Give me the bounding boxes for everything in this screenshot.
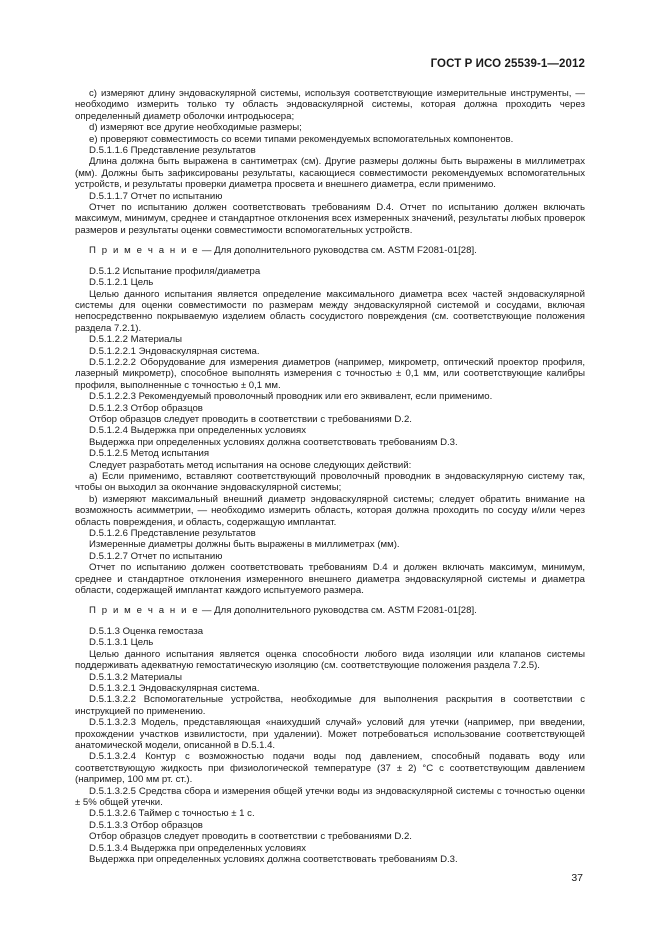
body-paragraph (75, 448, 585, 459)
page-body (75, 88, 585, 865)
body-paragraph (75, 425, 585, 436)
paragraph-text: Целью данного испытания является определение максимального диаметра всех частей эндоваскулярной системы для оценки совместимости по размерам между эндоваскулярной системой и сосудами, включая непосредственно покрываемую изделием область сосудистого повреждения (см. соответствующие положения раздела 7.2.1). (75, 288, 585, 334)
paragraph-text: D.5.1.2.2.1 Эндоваскулярная система. (89, 345, 260, 357)
body-paragraph (75, 145, 585, 156)
body-paragraph (75, 202, 585, 236)
body-paragraph (75, 820, 585, 831)
paragraph-text: D.5.1.2.2.3 Рекомендуемый проволочный проводник или его эквивалент, если применимо. (89, 391, 493, 403)
paragraph-text: D.5.1.3.4 Выдержка при определенных условиях (89, 842, 307, 854)
paragraph-text: b) измеряют максимальный внешний диаметр эндоваскулярной системы; следует обратить внимание на возможность асимметрии, — необходимо измерить область, которая должна проходить по сосуду и/или через область повреждения, и область, содержащую имплантат. (75, 493, 585, 528)
body-paragraph (75, 672, 585, 683)
paragraph-text: D.5.1.3.2 Материалы (89, 671, 182, 683)
paragraph-text: a) Если применимо, вставляют соответствующий проволочный проводник в эндоваскулярную систему так, чтобы он выходил за окончание эндоваскулярной системы; (75, 471, 585, 494)
body-paragraph (75, 403, 585, 414)
paragraph-text: — Для дополнительного руководства см. ASTM F2081-01[28]. (199, 245, 477, 257)
body-paragraph (75, 460, 585, 471)
paragraph-text: D.5.1.2.6 Представление результатов (89, 528, 256, 540)
paragraph-text: Измеренные диаметры должны быть выражены в миллиметрах (мм). (89, 539, 400, 551)
body-paragraph (75, 562, 585, 596)
paragraph-text: D.5.1.2.4 Выдержка при определенных условиях (89, 425, 307, 437)
paragraph-text: D.5.1.3.1 Цель (89, 637, 154, 649)
body-paragraph (75, 649, 585, 672)
body-paragraph (75, 626, 585, 637)
paragraph-text: e) проверяют совместимость со всеми типами рекомендуемых вспомогательных компонентов. (89, 133, 514, 145)
paragraph-text: Целью данного испытания является оценка способности любого вида изоляции или клапанов системы поддерживать адекватную гемостатическую изоляцию (см. соответствующие положения раздела 7.2.5). (75, 648, 585, 672)
paragraph-text: D.5.1.2.1 Цель (89, 277, 154, 289)
paragraph-text: D.5.1.2.5 Метод испытания (89, 448, 210, 460)
body-paragraph (75, 266, 585, 277)
paragraph-text: D.5.1.3.3 Отбор образцов (89, 819, 203, 831)
paragraph-text: D.5.1.3 Оценка гемостаза (89, 625, 204, 637)
paragraph-text: Длина должна быть выражена в сантиметрах (см). Другие размеры должны быть выражены в миллиметрах (мм). Должны быть зафиксированы результаты, касающиеся совместимости рекомендуемых вспомогательных устройств, и результаты проверки диаметра просвета и внешнего диаметра, если применимо. (75, 156, 585, 191)
paragraph-text: D.5.1.2 Испытание профиля/диаметра (89, 265, 261, 277)
body-paragraph (75, 334, 585, 345)
paragraph-text: D.5.1.3.2.2 Вспомогательные устройства, необходимые для выполнения раскрытия в соответствии с инструкцией по применению. (75, 694, 585, 717)
body-paragraph (75, 528, 585, 539)
body-paragraph (75, 751, 585, 785)
body-paragraph (75, 786, 585, 809)
body-paragraph (75, 357, 585, 391)
body-paragraph (75, 88, 585, 122)
body-paragraph (75, 831, 585, 842)
paragraph-text: D.5.1.1.6 Представление результатов (89, 145, 256, 157)
paragraph-text: Выдержка при определенных условиях должна соответствовать требованиям D.3. (89, 436, 458, 448)
paragraph-text: c) измеряют длину эндоваскулярной системы, используя соответствующие измерительные инструменты, — необходимо измерить только ту область эндоваскулярной системы, которая должна проходить через определенный диаметр оболочки интродьюсера; (75, 88, 585, 122)
paragraph-text: D.5.1.3.2.5 Средства сбора и измерения общей утечки воды из эндоваскулярной системы с точностью оценки ± 5% общей утечки. (75, 785, 585, 808)
body-paragraph (75, 289, 585, 335)
body-paragraph (75, 683, 585, 694)
body-paragraph (75, 191, 585, 202)
body-paragraph (75, 843, 585, 854)
body-paragraph (75, 637, 585, 648)
body-paragraph (75, 277, 585, 288)
paragraph-text: D.5.1.2.2 Материалы (89, 334, 182, 346)
paragraph-text: Отчет по испытанию должен соответствовать требованиям D.4 и должен включать максимум, минимум, среднее и стандартное отклонения измеренного внешнего диаметра эндоваскулярной системы и диаметра области, содержащей имплантат каждого испытуемого размера. (75, 562, 585, 597)
body-paragraph (75, 414, 585, 425)
body-paragraph (75, 346, 585, 357)
paragraph-text: Следует разработать метод испытания на основе следующих действий: (89, 459, 412, 471)
note-label: П р и м е ч а н и е (89, 605, 200, 617)
paragraph-text: D.5.1.2.3 Отбор образцов (89, 402, 203, 414)
paragraph-text: — Для дополнительного руководства см. ASTM F2081-01[28]. (199, 605, 477, 617)
paragraph-text: D.5.1.1.7 Отчет по испытанию (89, 190, 223, 202)
paragraph-text: D.5.1.3.2.1 Эндоваскулярная система. (89, 682, 260, 694)
body-paragraph (75, 156, 585, 190)
body-paragraph (75, 494, 585, 528)
body-paragraph (75, 808, 585, 819)
paragraph-text: D.5.1.3.2.6 Таймер с точностью ± 1 с. (89, 808, 255, 820)
body-paragraph (75, 854, 585, 865)
paragraph-text: D.5.1.2.7 Отчет по испытанию (89, 550, 223, 562)
body-paragraph (75, 437, 585, 448)
body-paragraph (75, 471, 585, 494)
paragraph-text: Выдержка при определенных условиях должна соответствовать требованиям D.3. (89, 854, 458, 865)
body-paragraph (75, 391, 585, 402)
body-paragraph (75, 134, 585, 145)
page-header: ГОСТ Р ИСО 25539-1—2012 (430, 58, 585, 70)
body-paragraph (75, 694, 585, 717)
paragraph-text: Отбор образцов следует проводить в соответствии с требованиями D.2. (89, 413, 412, 425)
paragraph-text: Отчет по испытанию должен соответствовать требованиям D.4. Отчет по испытанию должен включать максимум, минимум, среднее и стандартное отклонения всех измеренных значений, результаты любых проверок размеров и результаты оценки совместимости вспомогательных устройств. (75, 202, 585, 236)
paragraph-text: D.5.1.3.2.3 Модель, представляющая «наихудший случай» условий для утечки (например, при введении, прохождении участков извилистости, при удалении). Может потребоваться использование соответствующей анатомической модели, описанной в D.5.1.4. (75, 717, 585, 751)
note-paragraph (75, 605, 585, 616)
paragraph-text: D.5.1.3.2.4 Контур с возможностью подачи воды под давлением, способный подавать воду или соответствующую жидкость при физиологической температуре (37 ± 2) °C с соответствующим давлением (например, 100 мм рт. ст.). (75, 751, 585, 786)
paragraph-text: d) измеряют все другие необходимые размеры; (89, 122, 302, 134)
body-paragraph (75, 122, 585, 133)
note-label: П р и м е ч а н и е (89, 245, 200, 257)
paragraph-text: D.5.1.2.2.2 Оборудование для измерения диаметров (например, микрометр, оптический проектор профиля, лазерный микрометр), способное выполнять измерения с точностью ± 0,1 мм, или соответствующие калибры профиля, выполненные с точностью ± 0,1 мм. (75, 356, 585, 391)
body-paragraph (75, 717, 585, 751)
paragraph-text: Отбор образцов следует проводить в соответствии с требованиями D.2. (89, 831, 412, 843)
body-paragraph (75, 539, 585, 550)
body-paragraph (75, 551, 585, 562)
note-paragraph (75, 245, 585, 256)
page-number: 37 (571, 872, 583, 884)
